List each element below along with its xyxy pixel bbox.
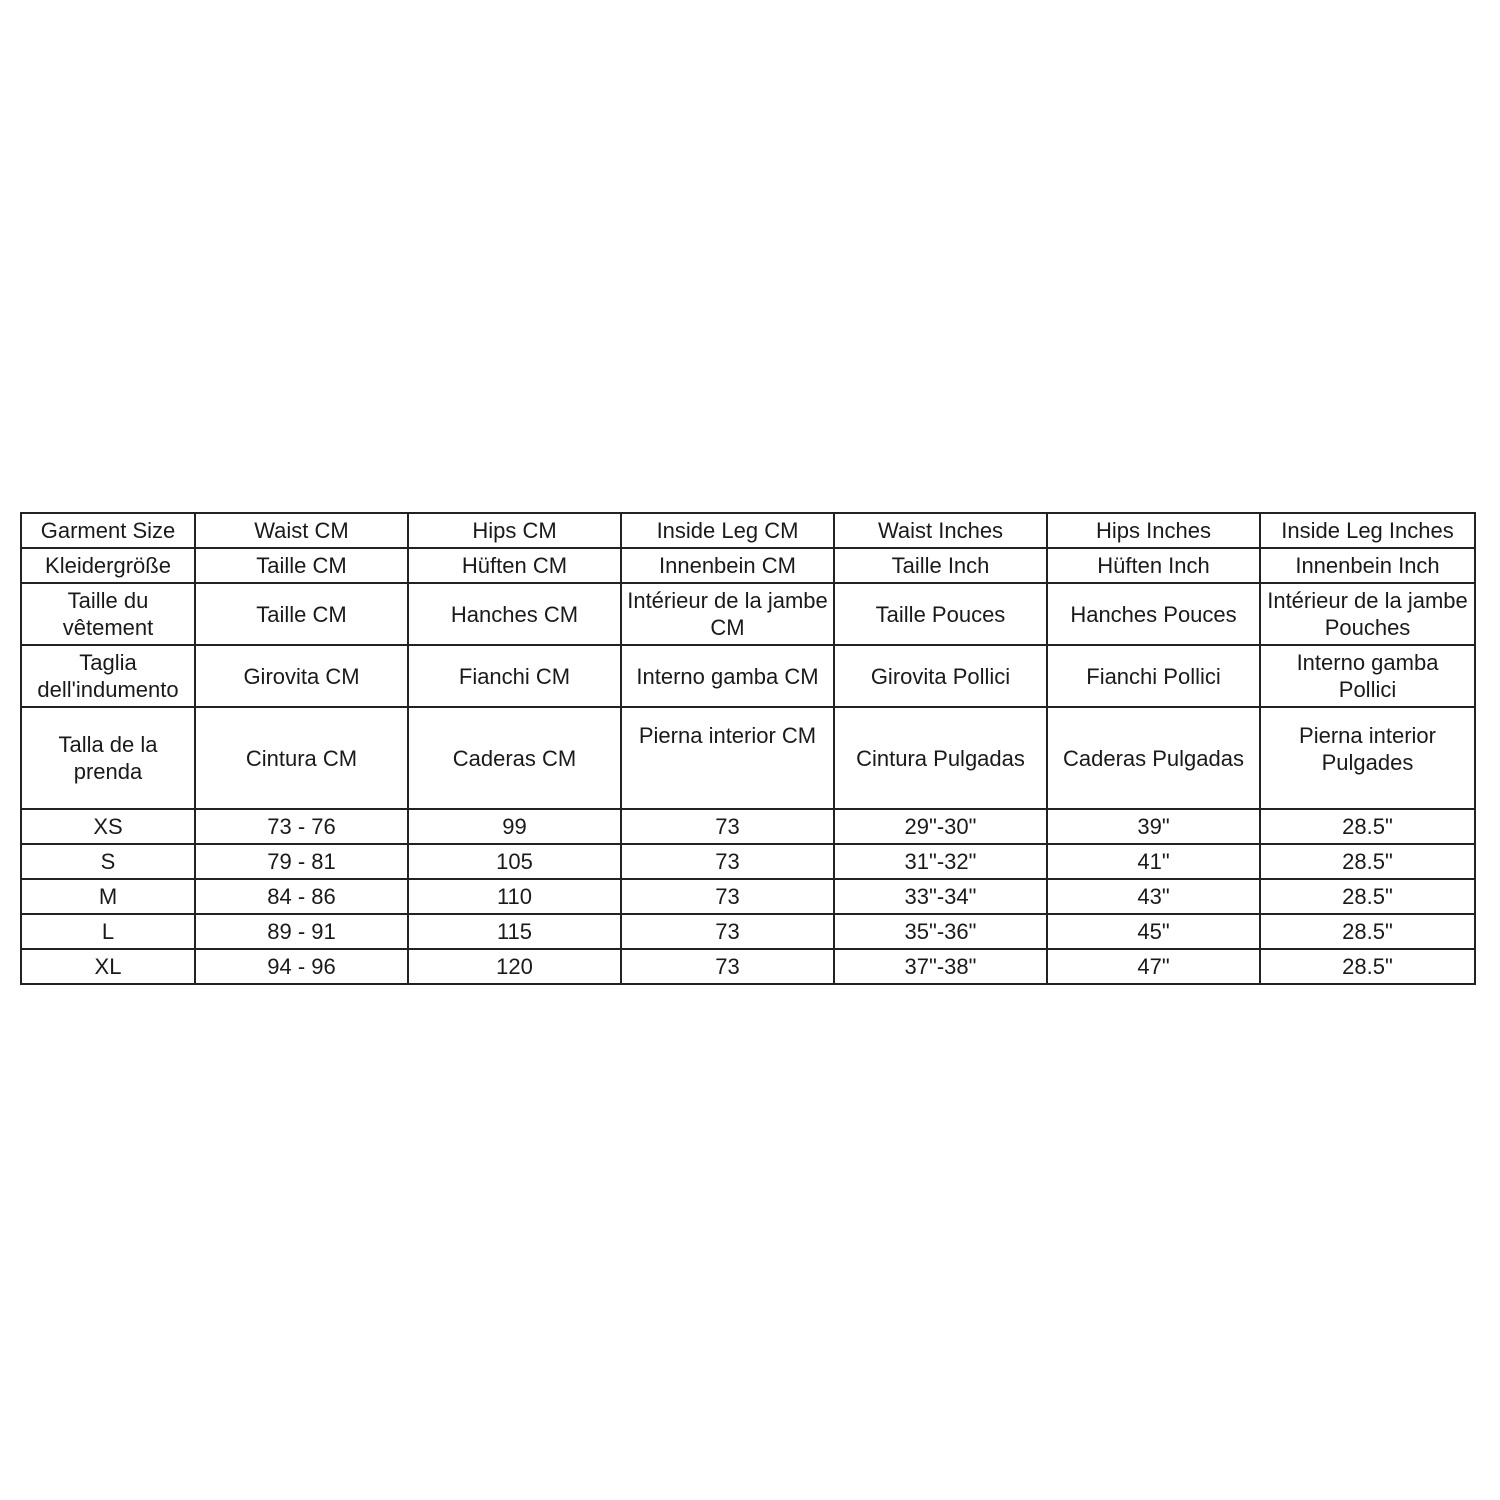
table-cell: 37"-38" [834,949,1047,984]
table-row-xl [21,949,1475,984]
header-cell: Waist Inches [834,513,1047,548]
size-label-cell: L [21,914,195,949]
table-row-s [21,844,1475,879]
header-row-english [21,513,1475,548]
table-cell: 120 [408,949,621,984]
table-cell: 84 - 86 [195,879,408,914]
table-cell: 29"-30" [834,809,1047,844]
table-row-xs [21,809,1475,844]
table-cell: 39" [1047,809,1260,844]
size-label-cell: S [21,844,195,879]
size-label-cell: XL [21,949,195,984]
header-cell: Hanches CM [408,583,621,645]
table-cell: 110 [408,879,621,914]
size-chart-table [20,512,1476,985]
table-cell: 99 [408,809,621,844]
header-row-french [21,583,1475,645]
header-cell: Pierna interior CM [621,707,834,809]
header-cell: Caderas CM [408,707,621,809]
size-label-cell: M [21,879,195,914]
table-cell: 115 [408,914,621,949]
header-cell: Interno gamba Pollici [1260,645,1475,707]
header-cell: Innenbein CM [621,548,834,583]
header-cell: Pierna interior Pulgades [1260,707,1475,809]
header-cell: Interno gamba CM [621,645,834,707]
table-cell: 28.5" [1260,914,1475,949]
header-cell: Intérieur de la jambe Pouches [1260,583,1475,645]
table-cell: 47" [1047,949,1260,984]
header-cell: Talla de la prenda [21,707,195,809]
header-cell: Taille CM [195,548,408,583]
table-cell: 73 [621,914,834,949]
table-cell: 73 - 76 [195,809,408,844]
table-cell: 28.5" [1260,809,1475,844]
header-cell: Taille CM [195,583,408,645]
header-cell: Caderas Pulgadas [1047,707,1260,809]
header-cell: Inside Leg CM [621,513,834,548]
table-cell: 28.5" [1260,844,1475,879]
table-cell: 79 - 81 [195,844,408,879]
header-cell: Taglia dell'indumento [21,645,195,707]
table-cell: 35"-36" [834,914,1047,949]
table-cell: 73 [621,844,834,879]
header-cell: Hüften CM [408,548,621,583]
table-cell: 73 [621,809,834,844]
header-cell: Taille Inch [834,548,1047,583]
header-cell: Hüften Inch [1047,548,1260,583]
header-cell: Taille Pouces [834,583,1047,645]
table-cell: 31"-32" [834,844,1047,879]
header-cell: Hanches Pouces [1047,583,1260,645]
header-cell: Girovita Pollici [834,645,1047,707]
table-cell: 41" [1047,844,1260,879]
table-cell: 73 [621,879,834,914]
size-label-cell: XS [21,809,195,844]
header-cell: Garment Size [21,513,195,548]
table-row-l [21,914,1475,949]
header-cell: Hips Inches [1047,513,1260,548]
header-cell: Innenbein Inch [1260,548,1475,583]
header-cell: Fianchi Pollici [1047,645,1260,707]
header-cell: Kleidergröße [21,548,195,583]
table-cell: 94 - 96 [195,949,408,984]
header-cell: Taille du vêtement [21,583,195,645]
table-cell: 45" [1047,914,1260,949]
header-cell: Inside Leg Inches [1260,513,1475,548]
table-cell: 28.5" [1260,879,1475,914]
header-cell: Intérieur de la jambe CM [621,583,834,645]
table-cell: 33"-34" [834,879,1047,914]
header-cell: Cintura CM [195,707,408,809]
header-cell: Girovita CM [195,645,408,707]
header-row-spanish [21,707,1475,809]
header-cell: Fianchi CM [408,645,621,707]
header-cell: Waist CM [195,513,408,548]
table-cell: 73 [621,949,834,984]
table-cell: 28.5" [1260,949,1475,984]
table-cell: 105 [408,844,621,879]
table-cell: 89 - 91 [195,914,408,949]
header-cell: Hips CM [408,513,621,548]
header-cell: Cintura Pulgadas [834,707,1047,809]
table-cell: 43" [1047,879,1260,914]
header-row-german [21,548,1475,583]
table-row-m [21,879,1475,914]
header-row-italian [21,645,1475,707]
